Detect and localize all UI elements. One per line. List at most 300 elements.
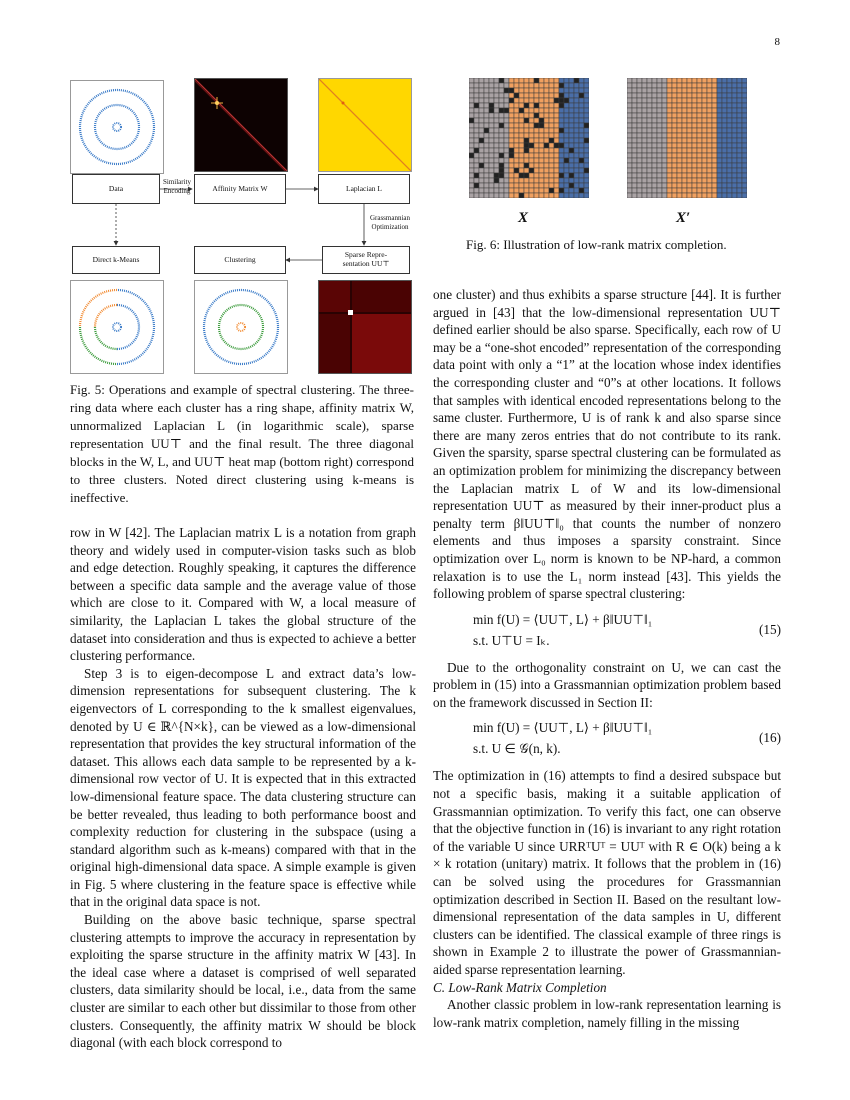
matrix-cell [637,143,642,148]
matrix-cell [539,113,544,118]
matrix-x-prime-label: X′ [676,210,691,226]
matrix-cell [722,163,727,168]
matrix-cell [504,88,509,93]
matrix-cell [479,133,484,138]
matrix-cell [584,113,589,118]
matrix-cell [474,143,479,148]
matrix-cell [549,183,554,188]
matrix-cell [737,138,742,143]
matrix-cell [514,93,519,98]
matrix-cell [584,178,589,183]
matrix-cell [712,113,717,118]
matrix-cell [574,123,579,128]
matrix-cell [574,188,579,193]
matrix-cell [707,103,712,108]
matrix-cell [652,118,657,123]
matrix-cell [742,193,747,198]
matrix-cell [667,103,672,108]
matrix-cell [742,153,747,158]
matrix-cell [484,93,489,98]
matrix-cell [712,123,717,128]
matrix-cell [727,128,732,133]
matrix-cell [549,83,554,88]
matrix-cell [509,153,514,158]
matrix-cell [514,88,519,93]
matrix-cell [509,78,514,83]
matrix-cell [722,88,727,93]
subsection-heading: C. Low-Rank Matrix Completion [433,979,607,995]
matrix-cell [489,123,494,128]
right-column [433,286,781,1031]
matrix-cell [742,118,747,123]
matrix-cell [737,93,742,98]
matrix-cell [549,128,554,133]
matrix-cell [637,113,642,118]
matrix-cell [474,128,479,133]
matrix-cell [549,93,554,98]
matrix-cell [647,98,652,103]
matrix-cell [637,98,642,103]
matrix-cell [554,98,559,103]
matrix-cell [652,173,657,178]
matrix-cell [697,173,702,178]
matrix-cell [539,83,544,88]
matrix-cell [579,138,584,143]
matrix-cell [559,93,564,98]
matrix-cell [544,188,549,193]
matrix-cell [652,158,657,163]
matrix-cell [692,183,697,188]
matrix-cell [682,123,687,128]
matrix-cell [569,83,574,88]
matrix-cell [632,153,637,158]
matrix-cell [544,173,549,178]
matrix-cell [667,168,672,173]
matrix-cell [469,183,474,188]
matrix-cell [484,108,489,113]
matrix-cell [499,88,504,93]
matrix-cell [484,193,489,198]
matrix-cell [524,83,529,88]
matrix-cell [647,188,652,193]
matrix-cell [584,153,589,158]
matrix-cell [672,108,677,113]
matrix-cell [579,163,584,168]
matrix-cell [717,103,722,108]
matrix-cell [584,128,589,133]
matrix-cell [702,133,707,138]
matrix-cell [652,188,657,193]
matrix-cell [484,163,489,168]
matrix-cell [514,153,519,158]
similarity-line2: Encoding [163,186,191,195]
matrix-cell [642,133,647,138]
matrix-cell [509,188,514,193]
matrix-cell [494,93,499,98]
matrix-cell [584,133,589,138]
matrix-cell [632,138,637,143]
matrix-cell [579,158,584,163]
matrix-cell [687,153,692,158]
matrix-cell [489,178,494,183]
matrix-cell [524,143,529,148]
matrix-cell [499,98,504,103]
matrix-cell [657,103,662,108]
matrix-cell [529,83,534,88]
matrix-cell [667,148,672,153]
matrix-cell [534,158,539,163]
matrix-cell [692,88,697,93]
matrix-cell [657,123,662,128]
matrix-cell [722,98,727,103]
matrix-cell [529,98,534,103]
eq15-number: (15) [759,621,781,637]
matrix-cell [524,153,529,158]
matrix-cell [692,113,697,118]
matrix-cell [494,178,499,183]
matrix-cell [499,118,504,123]
matrix-cell [494,83,499,88]
matrix-cell [499,83,504,88]
matrix-cell [727,88,732,93]
matrix-cell [574,88,579,93]
matrix-cell [712,173,717,178]
matrix-cell [524,128,529,133]
left-paragraph-2: Step 3 is to eigen-decompose L and extract data’s low-dimension representations for subsequent clustering. The k eigenvectors of L corresponding to the k smallest eigenvalues, denoted by U ∈ ℝ^{N×k}, can be viewed as a low-dimensional representation that provides the key structural information of the dataset. This allows each data sample to be represented by a k-dimensional row vector of U. It is expected that in this extracted low-dimensional feature space. The data clustering structure can be better revealed, thus leading to both performance boost and complexity reduction for clustering in the subspace (using a standard algorithm such as k-means) compared with that in the original high-dimensional data space. A simple example is given in Fig. 5 where clustering in the feature space is effective while that in the original data space is not. [70,665,416,910]
matrix-cell [682,78,687,83]
matrix-cell [637,183,642,188]
matrix-cell [529,153,534,158]
matrix-cell [687,98,692,103]
matrix-cell [717,173,722,178]
matrix-cell [484,103,489,108]
matrix-cell [667,178,672,183]
matrix-cell [584,88,589,93]
matrix-cell [697,128,702,133]
matrix-cell [657,193,662,198]
matrix-cell [549,98,554,103]
matrix-cell [554,93,559,98]
matrix-cell [652,123,657,128]
matrix-cell [717,178,722,183]
matrix-cell [642,178,647,183]
matrix-cell [652,143,657,148]
matrix-cell [667,98,672,103]
matrix-cell [652,178,657,183]
matrix-cell [549,163,554,168]
matrix-cell [727,133,732,138]
matrix-cell [554,178,559,183]
matrix-cell [662,138,667,143]
matrix-cell [697,148,702,153]
matrix-cell [687,123,692,128]
matrix-cell [632,188,637,193]
matrix-cell [627,113,632,118]
matrix-cell [529,78,534,83]
matrix-cell [657,183,662,188]
matrix-cell [524,158,529,163]
matrix-cell [627,138,632,143]
matrix-cell [642,168,647,173]
matrix-cell [539,138,544,143]
eq16-constraint: s.t. U ∈ 𝒢(n, k). [473,741,561,757]
grass-line2: Optimization [371,222,409,231]
matrix-cell [564,188,569,193]
matrix-cell [662,123,667,128]
matrix-cell [539,148,544,153]
matrix-cell [584,143,589,148]
matrix-cell [742,108,747,113]
matrix-cell [494,123,499,128]
matrix-cell [569,93,574,98]
matrix-cell [574,153,579,158]
matrix-cell [549,153,554,158]
matrix-cell [732,183,737,188]
matrix-cell [702,148,707,153]
matrix-cell [504,93,509,98]
matrix-cell [672,98,677,103]
matrix-cell [499,153,504,158]
matrix-cell [712,143,717,148]
matrix-cell [647,158,652,163]
matrix-cell [504,173,509,178]
matrix-cell [652,168,657,173]
matrix-cell [707,158,712,163]
matrix-cell [687,193,692,198]
matrix-cell [549,123,554,128]
matrix-cell [534,143,539,148]
matrix-cell [632,88,637,93]
equation-15 [433,611,781,651]
left-paragraph-1: row in W [42]. The Laplacian matrix L is a notation from graph theory and widely used in computer-vision tasks such as blob and edge detection. Roughly speaking, it captures the difference between a specific data sample and the average value of those which are close to it. Compared with W, a local measure of similarity, the Laplacian L takes the global structure of the dataset into consideration and thus is expected to achieve a better clustering performance. [70,525,416,664]
matrix-cell [474,148,479,153]
matrix-cell [722,193,727,198]
matrix-cell [484,158,489,163]
matrix-cell [667,143,672,148]
matrix-cell [692,193,697,198]
matrix-cell [732,168,737,173]
matrix-cell [494,103,499,108]
matrix-cell [722,83,727,88]
matrix-cell [504,123,509,128]
matrix-cell [677,118,682,123]
matrix-cell [559,138,564,143]
matrix-cell [692,168,697,173]
matrix-cell [642,148,647,153]
matrix-cell [692,133,697,138]
matrix-cell [509,103,514,108]
matrix-cell [642,93,647,98]
matrix-cell [672,153,677,158]
matrix-cell [554,163,559,168]
matrix-cell [737,158,742,163]
matrix-cell [727,188,732,193]
matrix-cell [687,138,692,143]
matrix-cell [559,83,564,88]
matrix-cell [509,93,514,98]
matrix-cell [559,183,564,188]
matrix-cell [554,103,559,108]
matrix-cell [717,108,722,113]
matrix-cell [584,83,589,88]
direct-kmeans-result-plot [70,280,164,374]
matrix-cell [722,103,727,108]
direct-kmeans-label: Direct k-Means [92,254,140,264]
matrix-cell [544,148,549,153]
matrix-cell [697,158,702,163]
matrix-cell [717,138,722,143]
matrix-cell [554,148,559,153]
matrix-cell [697,78,702,83]
matrix-cell [692,163,697,168]
matrix-cell [717,188,722,193]
right-paragraph-1: one cluster) and thus exhibits a sparse structure [44]. It is further argued in [43] that the low-dimensional representation UU⊤ defined earlier should be also sparse. Specifically, each row of U may be a “one-shot encoded” representation of the corresponding data point with only a “1” at the location whose index identifies the corresponding cluster and “0”s at other locations. It follows that samples with identical encoded representations belong to the same cluster. Furthermore, U is of rank k and also sparse since there are many zeros entries that do not contribute to its rank. Given the sparsity, sparse spectral clustering can be formulated as an optimization problem for minimizing the discrepancy between the Laplacian matrix L of W and its low-dimensional representation UU⊤ as measured by their inner-product plus a penalty term β‖UU⊤‖₀ that counts the number of nonzero elements and thus imposes a sparsity constraint. Since optimization over L₀ norm is known to be NP-hard, a common relaxation is to use the L₁ norm instead [43]. This yields the following problem of sparse spectral clustering: [433,287,781,602]
matrix-cell [574,83,579,88]
matrix-cell [484,113,489,118]
matrix-cell [514,168,519,173]
matrix-cell [652,93,657,98]
matrix-cell [712,148,717,153]
matrix-cell [489,83,494,88]
matrix-cell [584,123,589,128]
matrix-cell [637,178,642,183]
matrix-cell [642,113,647,118]
matrix-cell [474,168,479,173]
matrix-cell [574,93,579,98]
matrix-cell [524,148,529,153]
matrix-cell [692,148,697,153]
matrix-cell [697,193,702,198]
matrix-cell [712,183,717,188]
matrix-cell [732,78,737,83]
matrix-cell [484,83,489,88]
matrix-cell [732,88,737,93]
matrix-cell [579,128,584,133]
matrix-cell [494,173,499,178]
matrix-cell [707,133,712,138]
matrix-cell [564,113,569,118]
matrix-cell [707,148,712,153]
matrix-cell [742,78,747,83]
matrix-cell [732,83,737,88]
matrix-cell [632,143,637,148]
matrix-cell [687,158,692,163]
matrix-cell [579,178,584,183]
matrix-cell [712,138,717,143]
matrix-cell [667,113,672,118]
matrix-cell [707,153,712,158]
matrix-cell [677,143,682,148]
matrix-cell [514,128,519,133]
matrix-cell [484,183,489,188]
matrix-cell [514,173,519,178]
matrix-cell [514,123,519,128]
matrix-cell [642,158,647,163]
matrix-cell [489,98,494,103]
matrix-cell [662,103,667,108]
matrix-cell [737,113,742,118]
matrix-cell [509,158,514,163]
matrix-cell [632,78,637,83]
matrix-cell [662,83,667,88]
matrix-cell [529,93,534,98]
matrix-cell [514,113,519,118]
matrix-cell [569,98,574,103]
matrix-cell [717,128,722,133]
matrix-cell [647,138,652,143]
matrix-cell [737,123,742,128]
matrix-cell [584,148,589,153]
matrix-cell [727,83,732,88]
matrix-cell [489,93,494,98]
affinity-matrix-box [194,174,286,204]
spectral-clustering-result-plot [194,280,288,374]
matrix-cell [544,118,549,123]
matrix-cell [519,93,524,98]
matrix-cell [574,183,579,188]
matrix-cell [539,98,544,103]
matrix-cell [697,163,702,168]
matrix-cell [682,188,687,193]
matrix-cell [637,108,642,113]
matrix-cell [662,143,667,148]
matrix-cell [722,78,727,83]
matrix-cell [474,138,479,143]
matrix-cell [559,118,564,123]
matrix-cell [677,128,682,133]
matrix-cell [469,188,474,193]
matrix-cell [712,78,717,83]
matrix-cell [509,133,514,138]
matrix-cell [514,178,519,183]
matrix-cell [712,193,717,198]
matrix-cell [727,98,732,103]
matrix-cell [554,83,559,88]
matrix-cell [534,88,539,93]
sparse-box-line1: Sparse Repre- [344,250,388,260]
matrix-cell [494,163,499,168]
matrix-cell [712,93,717,98]
matrix-cell [672,78,677,83]
matrix-cell [584,168,589,173]
matrix-cell [529,88,534,93]
matrix-cell [662,163,667,168]
grassmannian-optimization-label [362,214,418,232]
matrix-cell [564,153,569,158]
matrix-cell [672,158,677,163]
matrix-cell [702,88,707,93]
matrix-cell [692,188,697,193]
matrix-cell [637,88,642,93]
matrix-cell [564,138,569,143]
matrix-cell [632,183,637,188]
matrix-cell [692,158,697,163]
matrix-cell [667,188,672,193]
matrix-cell [712,108,717,113]
matrix-cell [484,178,489,183]
matrix-cell [707,113,712,118]
matrix-cell [722,183,727,188]
matrix-cell [579,93,584,98]
matrix-cell [494,148,499,153]
matrix-cell [519,103,524,108]
matrix-cell [539,183,544,188]
matrix-cell [682,148,687,153]
sparse-box-line2: sentation UU⊤ [342,259,390,268]
matrix-cell [484,168,489,173]
matrix-cell [509,173,514,178]
matrix-cell [712,88,717,93]
